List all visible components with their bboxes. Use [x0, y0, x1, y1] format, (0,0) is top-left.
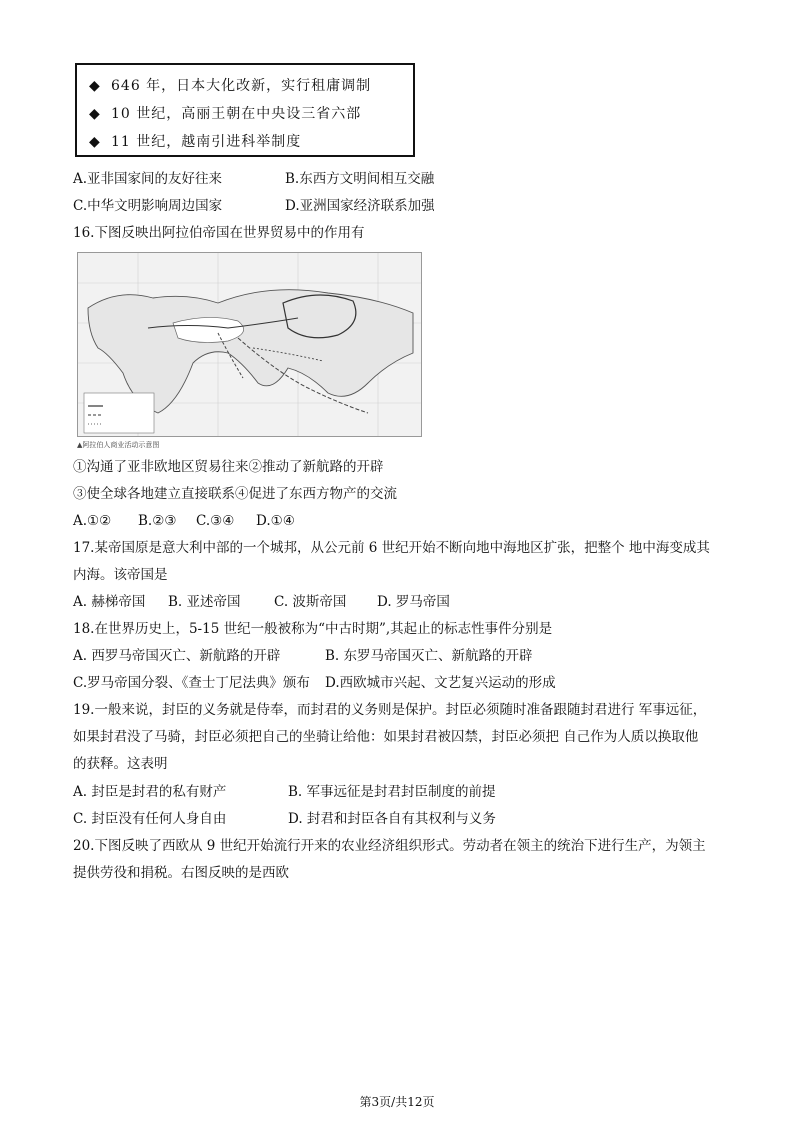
- question-17-stem: 17.某帝国原是意大利中部的一个城邦，从公元前 6 世纪开始不断向地中海地区扩张，把整个 地中海变成其: [73, 540, 710, 556]
- diamond-bullet-icon: ◆: [89, 134, 101, 150]
- info-line: ◆ 11 世纪，越南引进科举制度: [89, 134, 302, 150]
- question-16-stem: 16.下图反映出阿拉伯帝国在世界贸易中的作用有: [73, 225, 365, 241]
- option-c: C.中华文明影响周边国家: [73, 198, 223, 214]
- question-19-stem-cont: 如果封君没了马骑，封臣必须把自己的坐骑让给他：如果封君被囚禁，封臣必须把 自己作为人质以换取他: [73, 729, 699, 745]
- map-caption: ▲阿拉伯人商业活动示意图: [77, 441, 160, 449]
- map-drawing: [78, 253, 422, 437]
- option-b: B.东西方文明间相互交融: [285, 171, 435, 187]
- option-d: D. 封君和封臣各自有其权利与义务: [288, 811, 496, 827]
- question-20-stem-cont: 提供劳役和捐税。右图反映的是西欧: [73, 865, 289, 881]
- option-b: B. 东罗马帝国灭亡、新航路的开辟: [325, 648, 533, 664]
- question-19-stem: 19.一般来说，封臣的义务就是侍奉，而封君的义务则是保护。封臣必须随时准备跟随封君进行 军事远征，: [73, 702, 707, 718]
- info-line: ◆ 646 年，日本大化改新，实行租庸调制: [89, 78, 372, 94]
- option-b: B. 军事远征是封君封臣制度的前提: [288, 784, 496, 800]
- question-16-statement-1: ①沟通了亚非欧地区贸易往来②推动了新航路的开辟: [73, 459, 384, 475]
- question-19-stem-end: 的获释。这表明: [73, 756, 168, 772]
- option-d: D.①④: [256, 513, 295, 529]
- question-17-stem-cont: 内海。该帝国是: [73, 567, 168, 583]
- option-d: D. 罗马帝国: [377, 594, 450, 610]
- option-a: A. 赫梯帝国: [73, 594, 146, 610]
- option-a: A. 封臣是封君的私有财产: [73, 784, 227, 800]
- option-b: B. 亚述帝国: [168, 594, 241, 610]
- option-b: B.②③: [138, 513, 177, 529]
- option-c: C.③④: [196, 513, 235, 529]
- question-20-stem: 20.下图反映了西欧从 9 世纪开始流行开来的农业经济组织形式。劳动者在领主的统治下进行生产，为领主: [73, 838, 706, 854]
- option-d: D.西欧城市兴起、文艺复兴运动的形成: [325, 675, 556, 691]
- trade-route-map: [77, 252, 422, 437]
- option-a: A.①②: [73, 513, 112, 529]
- page-number: 第3页/共12页: [359, 1095, 435, 1109]
- info-line: ◆ 10 世纪，高丽王朝在中央设三省六部: [89, 106, 362, 122]
- option-d: D.亚洲国家经济联系加强: [285, 198, 435, 214]
- question-18-stem: 18.在世界历史上，5-15 世纪一般被称为“中古时期”,其起止的标志性事件分别是: [73, 621, 553, 637]
- option-c: C. 波斯帝国: [274, 594, 347, 610]
- option-c: C. 封臣没有任何人身自由: [73, 811, 227, 827]
- option-c: C.罗马帝国分裂、《查士丁尼法典》颁布: [73, 675, 310, 691]
- question-16-statement-2: ③使全球各地建立直接联系④促进了东西方物产的交流: [73, 486, 397, 502]
- diamond-bullet-icon: ◆: [89, 106, 101, 122]
- diamond-bullet-icon: ◆: [89, 78, 101, 94]
- option-a: A. 西罗马帝国灭亡、新航路的开辟: [73, 648, 281, 664]
- option-a: A.亚非国家间的友好往来: [73, 171, 223, 187]
- info-box: [75, 63, 415, 157]
